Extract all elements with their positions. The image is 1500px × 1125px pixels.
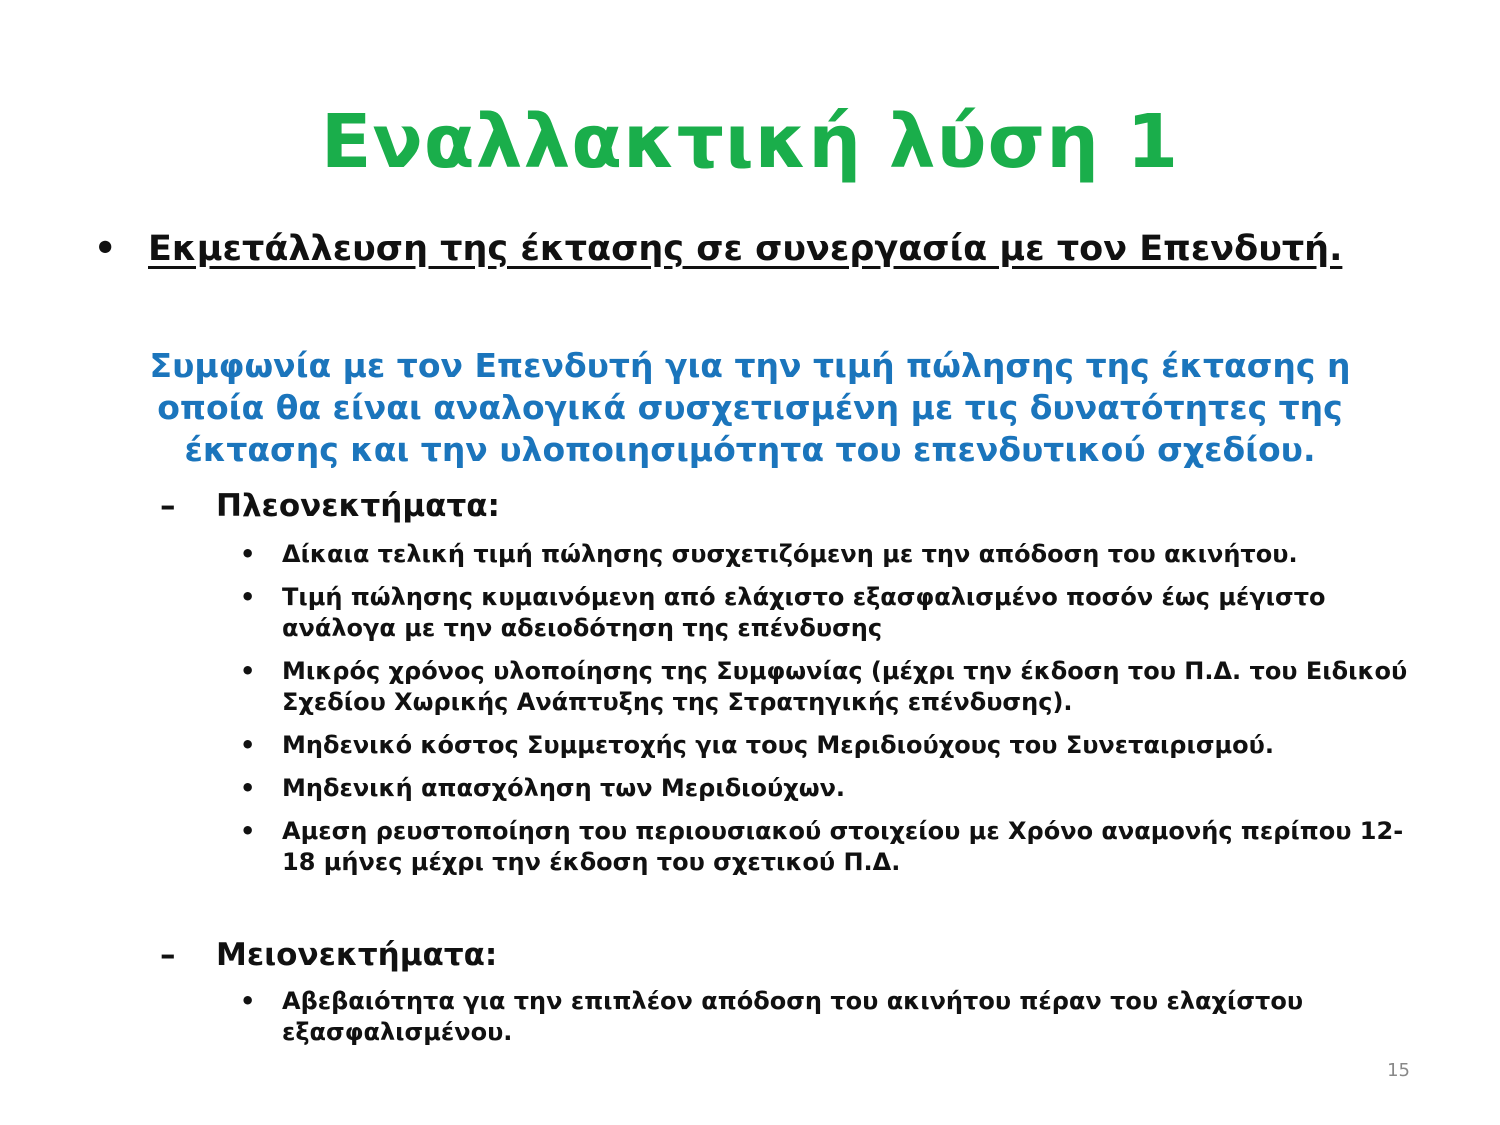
bullet-dot-icon: • bbox=[240, 657, 256, 685]
disadvantages-list bbox=[240, 986, 1420, 1060]
bullet-dot-icon: • bbox=[240, 987, 256, 1015]
advantage-text: Μικρός χρόνος υλοποίησης της Συμφωνίας (μέχρι την έκδοση του Π.Δ. του Ειδικού Σχεδίου Χωρικής Ανάπτυξης της Στρατηγικής επένδυσης). bbox=[282, 657, 1408, 716]
advantages-heading-text: Πλεονεκτήματα: bbox=[216, 488, 500, 524]
advantage-text: Τιμή πώλησης κυμαινόμενη από ελάχιστο εξασφαλισμένο ποσόν έως μέγιστο ανάλογα με την αδειοδότηση της επένδυσης bbox=[282, 583, 1326, 642]
bullet-dot-icon: • bbox=[240, 583, 256, 611]
advantage-text: Μηδενική απασχόληση των Μεριδιούχων. bbox=[282, 774, 846, 802]
list-item bbox=[240, 730, 1420, 761]
list-item bbox=[240, 582, 1420, 644]
advantage-text: Μηδενικό κόστος Συμμετοχής για τους Μεριδιούχους του Συνεταιρισμού. bbox=[282, 731, 1274, 759]
list-item bbox=[240, 539, 1420, 570]
list-item bbox=[240, 816, 1420, 878]
page-number: 15 bbox=[1387, 1060, 1410, 1081]
list-item bbox=[240, 986, 1420, 1048]
list-item bbox=[240, 656, 1420, 718]
agreement-paragraph: Συμφωνία με τον Επενδυτή για την τιμή πώλησης της έκτασης η οποία θα είναι αναλογικά συσχετισμένη με τις δυνατότητες της έκτασης και την υλοποιησιμότητα του επενδυτικού σχεδίου. bbox=[149, 346, 1351, 469]
advantage-text: Αμεση ρευστοποίηση του περιουσιακού στοιχείου με Χρόνο αναμονής περίπου 12-18 μήνες μέχρι την έκδοση του σχετικού Π.Δ. bbox=[282, 817, 1404, 876]
disadvantages-heading bbox=[160, 935, 497, 975]
advantages-heading bbox=[160, 486, 500, 526]
main-bullet-text: Εκμετάλλευση της έκτασης σε συνεργασία με τον Επενδυτή. bbox=[148, 229, 1343, 269]
advantages-list bbox=[240, 539, 1420, 890]
bullet-dot-icon: • bbox=[240, 731, 256, 759]
bullet-dot-icon: • bbox=[94, 229, 117, 269]
bullet-dot-icon: • bbox=[240, 817, 256, 845]
list-item bbox=[240, 773, 1420, 804]
slide-title: Εναλλακτική λύση 1 bbox=[320, 99, 1180, 185]
bullet-dot-icon: • bbox=[240, 774, 256, 802]
disadvantage-text: Αβεβαιότητα για την επιπλέον απόδοση του ακινήτου πέραν του ελαχίστου εξασφαλισμένου. bbox=[282, 987, 1304, 1046]
advantage-text: Δίκαια τελική τιμή πώλησης συσχετιζόμενη με την απόδοση του ακινήτου. bbox=[282, 540, 1298, 568]
disadvantages-heading-text: Μειονεκτήματα: bbox=[216, 937, 498, 973]
dash-icon: – bbox=[160, 937, 176, 973]
bullet-dot-icon: • bbox=[240, 540, 256, 568]
dash-icon: – bbox=[160, 488, 176, 524]
